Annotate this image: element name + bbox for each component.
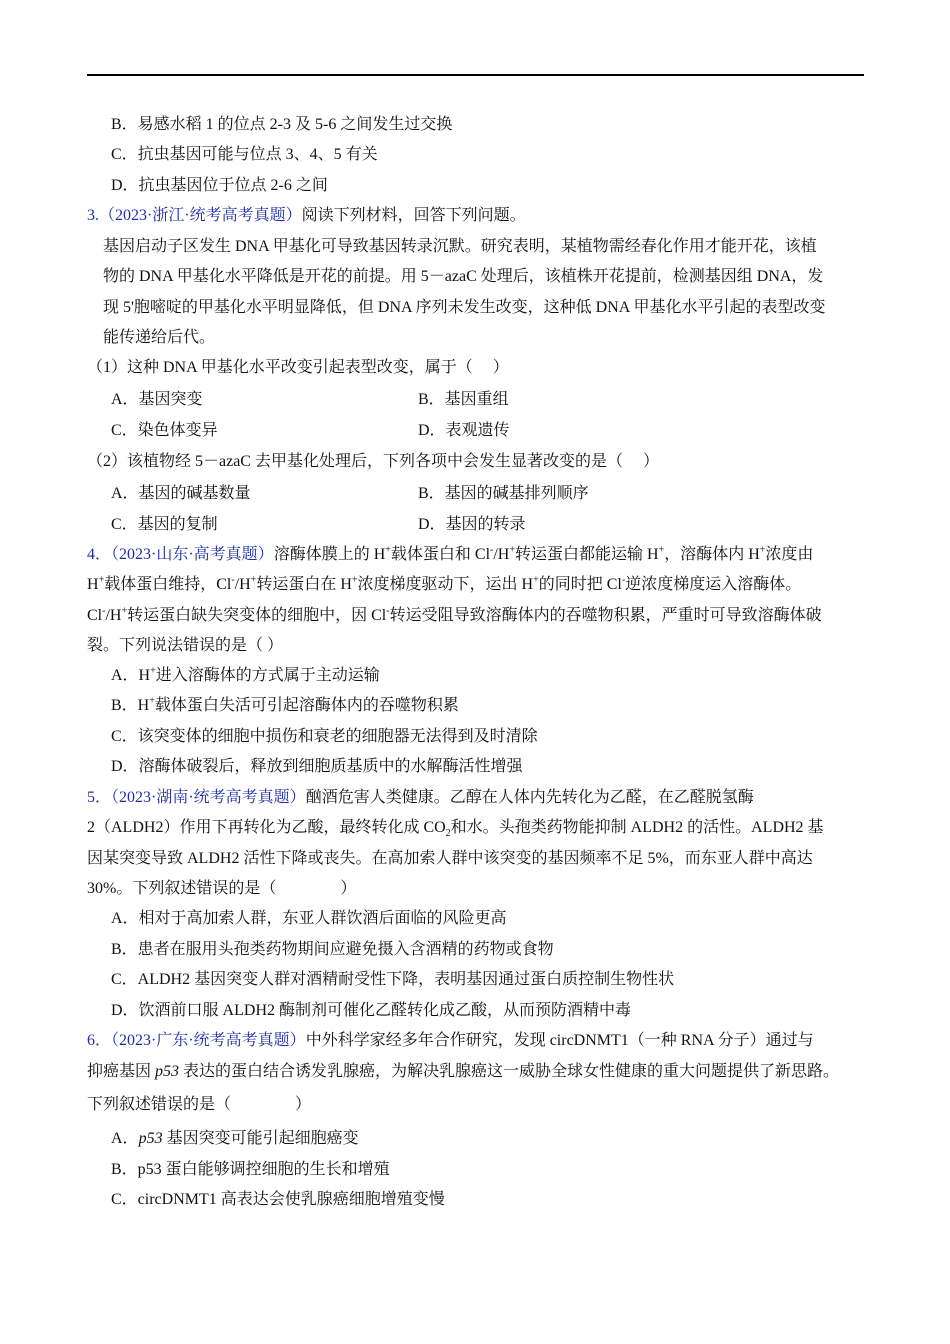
charge-sup: +	[98, 574, 105, 586]
q4-text: 转运受阻导致溶酶体内的吞噬物积累，严重时可导致溶酶体破	[389, 607, 822, 624]
q4-number: 4．	[87, 546, 112, 563]
q6-number: 6．	[87, 1032, 112, 1049]
q4-text: /H	[493, 546, 510, 563]
charge-sup: -	[386, 605, 390, 617]
q5-text: 和水。头孢类药物能抑制 ALDH2 的活性。ALDH2 基	[450, 819, 824, 836]
q2-option-c: C．抗虫基因可能与位点 3、4、5 有关	[111, 146, 378, 163]
q6-text: 基因突变可能引起细胞癌变	[162, 1130, 359, 1147]
q4-text: 载体蛋白和 Cl	[390, 546, 491, 563]
q5-option-a: A．相对于高加索人群，东亚人群饮酒后面临的风险更高	[111, 910, 507, 927]
q4-text: B．H	[111, 697, 150, 714]
q2-option-b: B．易感水稻 1 的位点 2-3 及 5-6 之间发生过交换	[111, 116, 453, 133]
q6-text: 抑癌基因	[87, 1063, 156, 1080]
charge-sup: +	[509, 544, 515, 556]
q3-material-line: 现 5'胞嘧啶的甲基化水平明显降低，但 DNA 序列未发生改变，这种低 DNA 甲基化水平引起的表型改变	[103, 299, 826, 316]
q4-stem-line	[87, 606, 822, 626]
gene-name: p53	[155, 1063, 180, 1080]
q3-source: （2023·浙江·统考高考真题）	[99, 207, 302, 224]
q6-source: （2023·广东·统考高考真题）	[111, 1032, 306, 1049]
q5-stem-line	[87, 788, 754, 808]
q4-text: ，溶酶体内 H	[664, 546, 760, 563]
q4-text: 的同时把 Cl	[538, 576, 622, 593]
q3-sub2-option-a: A．基因的碱基数量	[111, 485, 251, 502]
gene-name: p53	[138, 1130, 163, 1147]
q3-sub1-stem: （1）这种 DNA 甲基化水平改变引起表型改变，属于（ ）	[87, 359, 509, 376]
q4-option-d: D．溶酶体破裂后，释放到细胞质基质中的水解酶活性增强	[111, 758, 523, 775]
q4-stem-line	[87, 575, 801, 595]
q6-option-c: C．circDNMT1 高表达会使乳腺癌细胞增殖变慢	[111, 1191, 445, 1208]
q5-source: （2023·湖南·统考高考真题）	[111, 789, 306, 806]
q4-text: Cl	[87, 607, 103, 624]
q2-option-d: D．抗虫基因位于位点 2-6 之间	[111, 177, 328, 194]
q5-stem-line: 因某突变导致 ALDH2 活性下降或丧失。在高加索人群中该突变的基因频率不足 5%，而东亚人群中高达	[87, 850, 813, 867]
q4-option-b	[111, 696, 459, 716]
emphasis-char: 误	[167, 1096, 184, 1113]
q5-stem-line: 30%。下列叙述错误的是（ ）	[87, 880, 357, 897]
charge-sup: +	[250, 574, 257, 586]
q6-text: 的是（ ）	[183, 1096, 312, 1113]
q4-stem-line: 裂。下列说法错误的是（ ）	[87, 637, 284, 654]
header-rule	[87, 74, 864, 76]
q5-option-c: C．ALDH2 基因突变人群对酒精耐受性下降，表明基因通过蛋白质控制生物性状	[111, 971, 675, 988]
q4-text: A．H	[111, 667, 151, 684]
q3-sub2-option-c: C．基因的复制	[111, 516, 218, 533]
q3-sub2-option-d: D．基因的转录	[418, 516, 526, 533]
q3-sub1-option-b: B．基因重组	[418, 391, 509, 408]
q4-source: （2023·山东·高考真题）	[111, 546, 274, 563]
q6-option-b: B．p53 蛋白能够调控细胞的生长和增殖	[111, 1161, 390, 1178]
q3-material-line: 物的 DNA 甲基化水平降低是开花的前提。用 5－azaC 处理后，该植株开花提前，检测基因组 DNA，发	[103, 268, 824, 285]
q4-text: 转运蛋白都能运输 H	[515, 546, 659, 563]
q4-option-c: C．该突变体的细胞中损伤和衰老的细胞器无法得到及时清除	[111, 728, 538, 745]
q3-material-line: 基因启动子区发生 DNA 甲基化可导致基因转录沉默。研究表明，某植物需经春化作用才能开花，该植	[103, 238, 817, 255]
q4-text: H	[87, 576, 99, 593]
q5-number: 5．	[87, 789, 112, 806]
q4-text: 转运蛋白缺失突变体的细胞中，因 Cl	[127, 607, 387, 624]
q4-text: 浓度由	[765, 546, 814, 563]
charge-sup: -	[102, 605, 106, 617]
q3-number: 3.	[87, 207, 99, 224]
q3-stem	[87, 206, 526, 226]
q6-stem-line	[87, 1095, 311, 1115]
charge-sup: +	[385, 544, 391, 556]
q3-material-line: 能传递给后代。	[103, 329, 216, 346]
q5-option-b: B．患者在服用头孢类药物期间应避免摄入含酒精的药物或食物	[111, 941, 554, 958]
q3-sub1-option-a: A．基因突变	[111, 391, 203, 408]
charge-sup: +	[533, 574, 539, 586]
q4-text: 溶酶体膜上的 H	[273, 546, 386, 563]
q3-sub2-stem: （2）该植物经 5－azaC 去甲基化处理后，下列各项中会发生显著改变的是（ ）	[87, 453, 659, 470]
q6-text: 表达的蛋白结合诱发乳腺癌，为解决乳腺癌这一威胁全球女性健康的重大问题提供了新思路。	[179, 1063, 840, 1080]
q4-text: 转运蛋白在 H	[256, 576, 352, 593]
charge-sup: +	[759, 544, 766, 556]
q6-stem-line	[87, 1031, 814, 1051]
q6-option-a	[111, 1129, 359, 1149]
q6-text: 中外科学家经多年合作研究，发现 circDNMT1（一种 RNA 分子）通过与	[305, 1032, 814, 1049]
q5-text: 酗酒危害人类健康。乙醇在人体内先转化为乙醛，在乙醛脱氢酶	[305, 789, 754, 806]
q5-stem-line	[87, 818, 824, 838]
q4-text: 载体蛋白维持，Cl	[104, 576, 232, 593]
q6-text: A．	[111, 1130, 139, 1147]
q4-option-a	[111, 666, 380, 686]
q4-stem-line	[87, 545, 813, 565]
q4-text: 载体蛋白失活可引起溶酶体内的吞噬物积累	[154, 697, 459, 714]
q6-text: 下列叙述	[87, 1096, 152, 1113]
q4-text: /H	[234, 576, 251, 593]
charge-sup: +	[658, 544, 665, 556]
q3-sub2-option-b: B．基因的碱基排列顺序	[418, 485, 589, 502]
charge-sup: -	[490, 544, 494, 556]
charge-sup: -	[621, 574, 626, 586]
q5-option-d: D．饮酒前口服 ALDH2 酶制剂可催化乙醛转化成乙酸，从而预防酒精中毒	[111, 1002, 631, 1019]
q4-text: 浓度梯度驱动下，运出 H	[357, 576, 534, 593]
q4-text: 进入溶酶体的方式属于主动运输	[155, 667, 380, 684]
charge-sup: +	[121, 605, 128, 617]
q6-stem-line	[87, 1062, 839, 1082]
q3-sub1-option-d: D．表观遗传	[418, 422, 510, 439]
q4-text: /H	[105, 607, 122, 624]
charge-sup: +	[150, 665, 156, 677]
charge-sup: +	[149, 695, 155, 707]
subscript: 2	[445, 828, 451, 840]
q5-text: 2（ALDH2）作用下再转化为乙酸，最终转化成 CO	[87, 819, 446, 836]
q3-intro: 阅读下列材料，回答下列问题。	[301, 207, 526, 224]
charge-sup: -	[231, 574, 235, 586]
q4-text: 逆浓度梯度运入溶酶体。	[625, 576, 802, 593]
q3-sub1-option-c: C．染色体变异	[111, 422, 218, 439]
emphasis-char: 错	[151, 1096, 168, 1113]
charge-sup: +	[351, 574, 358, 586]
